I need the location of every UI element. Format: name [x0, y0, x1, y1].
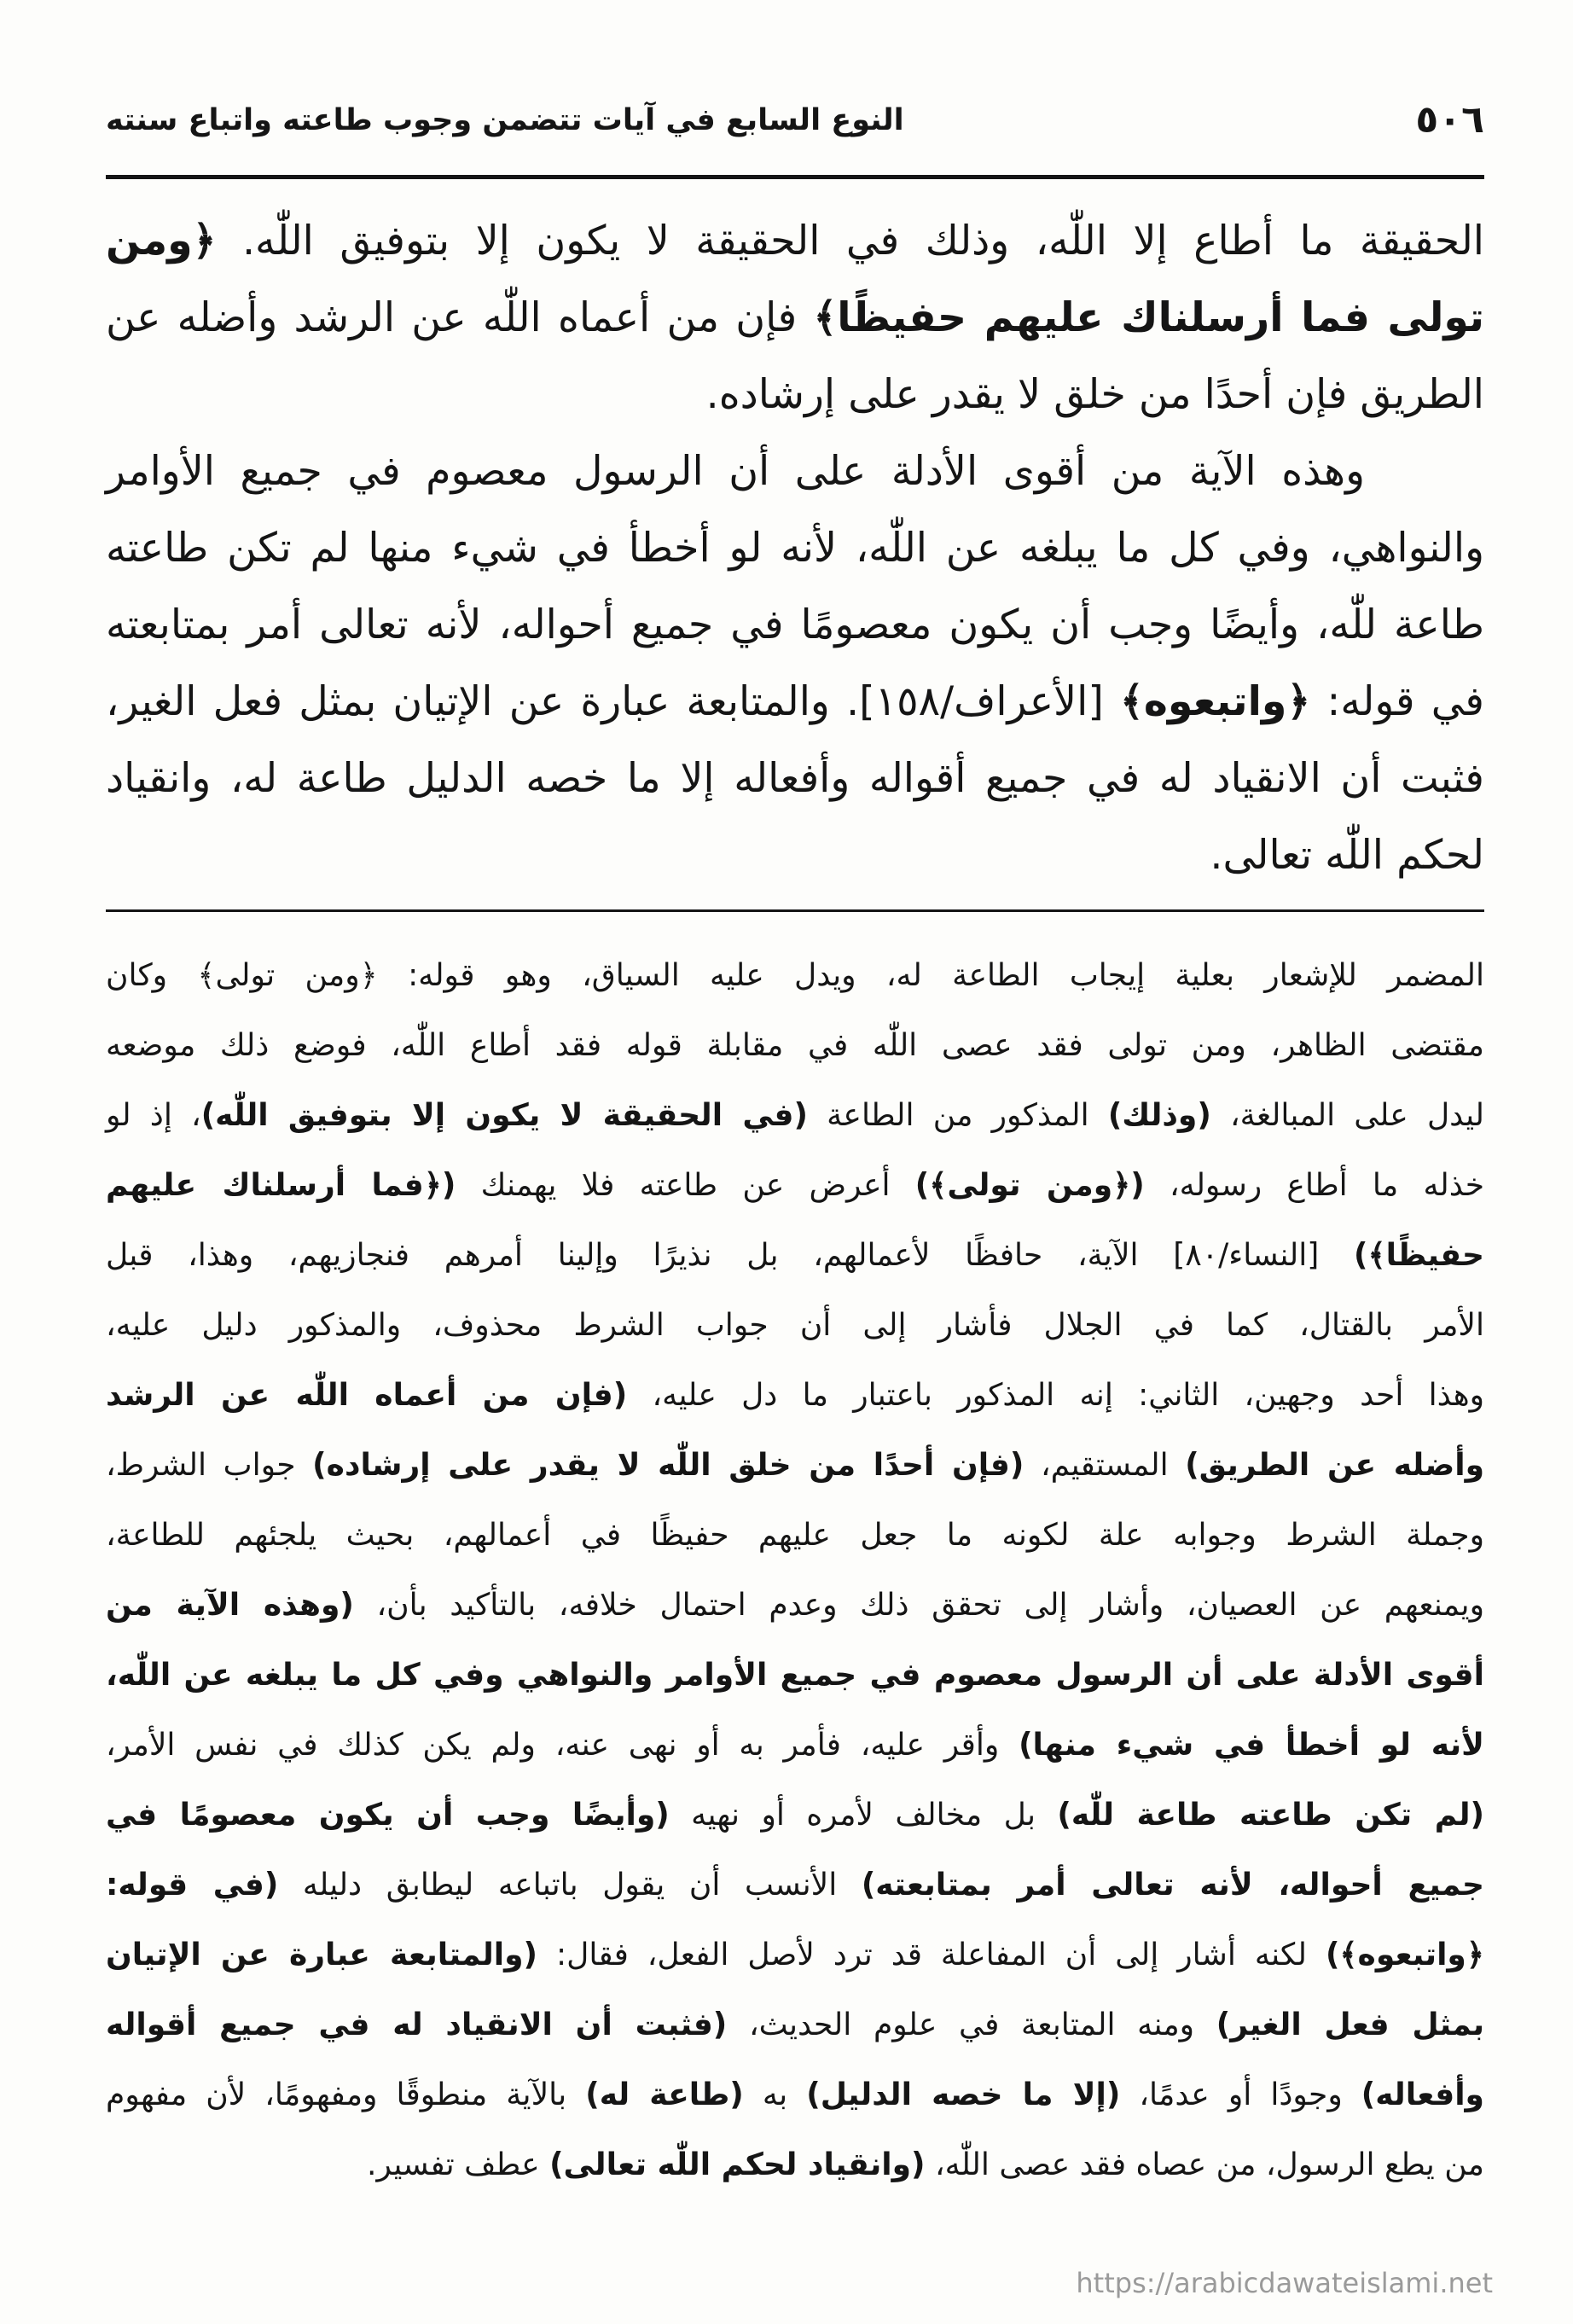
footnote-line: [106, 1430, 1484, 1500]
text-segment: وهذا أحد وجهين، الثاني: إنه المذكور باعتبار ما دل عليه،: [627, 1377, 1485, 1413]
footnote-line-text: [106, 957, 1484, 993]
main-text-line: [106, 741, 1484, 817]
main-text-line: [106, 433, 1484, 510]
emphasized-text: (في قوله:: [106, 1867, 279, 1903]
text-segment: أعرض عن طاعته فلا يهمنك: [456, 1167, 915, 1203]
text-segment: المضمر للإشعار بعلية إيجاب الطاعة له، ويدل عليه السياق، وهو قوله: ﴿ومن تولى﴾ وكان: [106, 957, 1484, 993]
main-text-line: [106, 510, 1484, 587]
text-segment: الأنسب أن يقول باتباعه ليطابق دليله: [278, 1867, 862, 1903]
emphasized-text: حفيظًا﴾): [1354, 1237, 1484, 1273]
text-segment: الأمر بالقتال، كما في الجلال فأشار إلى أن جواب الشرط محذوف، والمذكور دليل عليه،: [106, 1307, 1484, 1343]
text-segment: [الأعراف/١٥٨]. والمتابعة عبارة عن الإتيان بمثل فعل الغير،: [106, 678, 1121, 725]
emphasized-text: (إلا ما خصه الدليل): [806, 2077, 1121, 2112]
emphasized-text: جميع أحواله، لأنه تعالى أمر بمتابعته): [861, 1867, 1484, 1903]
footnote-line: [106, 1570, 1484, 1640]
text-segment: وجودًا أو عدمًا،: [1120, 2077, 1361, 2112]
text-segment: خذله ما أطاع رسوله،: [1144, 1167, 1484, 1203]
emphasized-text: (فإن من أعماه اللّٰه عن الرشد: [106, 1377, 628, 1413]
text-segment: المستقيم،: [1024, 1447, 1186, 1483]
footnote-line-text: [106, 1377, 1484, 1413]
footnote-line-text: [106, 1517, 1484, 1553]
text-segment: ليدل على المبالغة،: [1210, 1097, 1484, 1133]
text-segment: به: [743, 2077, 807, 2112]
main-text-line-text: [106, 601, 1484, 648]
emphasized-text: ﴿واتبعوه﴾): [1325, 1937, 1484, 1972]
footnote-line: [106, 1710, 1484, 1780]
main-text-line-text: [106, 218, 1484, 264]
footnote-line-text: [106, 1937, 1484, 1972]
footnote-line: [106, 2060, 1484, 2129]
main-text-line: [106, 280, 1484, 357]
footnote-line: [106, 1150, 1484, 1220]
emphasized-text: (وانقياد لحكم اللّٰه تعالى): [549, 2147, 926, 2182]
text-segment: الحقيقة ما أطاع إلا اللّٰه، وذلك في الحقيقة لا يكون إلا بتوفيق اللّٰه.: [216, 218, 1484, 264]
header-rule: [106, 175, 1484, 179]
emphasized-text: بمثل فعل الغير): [1216, 2007, 1484, 2042]
main-text-line: [106, 817, 1484, 894]
text-segment: جواب الشرط،: [106, 1447, 313, 1483]
page-number: ٥٠٦: [1415, 98, 1484, 142]
footnote-line: [106, 1500, 1484, 1570]
text-segment: لكنه أشار إلى أن المفاعلة قد ترد لأصل الفعل، فقال:: [537, 1937, 1326, 1972]
text-segment: ، إذ لو: [106, 1097, 201, 1133]
text-segment: مقتضى الظاهر، ومن تولى فقد عصى اللّٰه في مقابلة قوله فقد أطاع اللّٰه، فوضع ذلك موضعه: [106, 1027, 1484, 1063]
emphasized-text: (فإن أحدًا من خلق اللّٰه لا يقدر على إرشاده): [312, 1447, 1024, 1483]
text-segment: وجملة الشرط وجوابه علة لكونه ما جعل عليهم حفيظًا في أعمالهم، بحيث يلجئهم للطاعة،: [106, 1517, 1484, 1553]
footnote-line-text: [106, 2007, 1484, 2042]
emphasized-text: أقوى الأدلة على أن الرسول معصوم في جميع الأوامر والنواهي وفي كل ما يبلغه عن اللّٰه،: [106, 1657, 1484, 1693]
footnote-line-text: [106, 1587, 1484, 1623]
text-segment: وأقر عليه، فأمر به أو نهى عنه، ولم يكن كذلك في نفس الأمر،: [106, 1727, 1019, 1763]
main-text-paragraph: [106, 433, 1484, 894]
footnote-line: [106, 1080, 1484, 1150]
footnotes: [106, 940, 1484, 2199]
emphasized-text: لأنه لو أخطأ في شيء منها): [1019, 1727, 1484, 1763]
footnote-line-text: [106, 2077, 1484, 2112]
text-segment: ويمنعهم عن العصيان، وأشار إلى تحقق ذلك وعدم احتمال خلافه، بالتأكيد بأن،: [353, 1587, 1484, 1623]
footnote-line-text: [106, 1727, 1484, 1763]
emphasized-text: (في الحقيقة لا يكون إلا بتوفيق اللّٰه): [200, 1097, 808, 1133]
footnote-paragraph: [106, 940, 1484, 2199]
emphasized-text: (طاعة له): [585, 2077, 744, 2112]
text-segment: [النساء/٨٠] الآية، حافظًا لأعمالهم، بل نذيرًا وإلينا أمرهم فنجازيهم، وهذا، قبل: [106, 1237, 1355, 1273]
footnote-line: [106, 1010, 1484, 1080]
emphasized-text: (فثبت أن الانقياد له في جميع أقواله: [106, 2007, 728, 2042]
main-text-line-text: [1210, 832, 1484, 879]
footnote-line: [106, 1290, 1484, 1360]
emphasized-text: (﴿فما أرسلناك عليهم: [106, 1167, 456, 1203]
footnote-line-text: [367, 2147, 1484, 2182]
text-segment: الطريق فإن أحدًا من خلق لا يقدر على إرشاده.: [705, 371, 1484, 418]
page-header: [106, 85, 1484, 155]
main-text-line-text: [106, 525, 1484, 572]
main-text-line-text: [106, 448, 1365, 495]
main-text-line-text: [706, 371, 1484, 418]
emphasized-text: (وهذه الآية من: [106, 1587, 354, 1623]
text-segment: طاعة للّٰه، وأيضًا وجب أن يكون معصومًا في جميع أحواله، لأنه تعالى أمر بمتابعته: [106, 601, 1484, 648]
text-segment: والنواهي، وفي كل ما يبلغه عن اللّٰه، لأنه لو أخطأ في شيء منها لم تكن طاعته: [106, 525, 1484, 572]
running-title: النوع السابع في آيات تتضمن وجوب طاعته واتباع سنته: [106, 102, 904, 137]
text-segment: عطف تفسير.: [367, 2147, 550, 2182]
main-text-line: [106, 357, 1484, 433]
footnote-line-text: [106, 1657, 1484, 1693]
footnote-line: [106, 940, 1484, 1010]
main-text-line-text: [106, 678, 1484, 725]
source-watermark: https://arabicdawateislami.net: [1076, 2267, 1493, 2299]
footnote-line-text: [106, 1797, 1484, 1833]
emphasized-text: (﴿ومن تولى﴾): [914, 1167, 1145, 1203]
text-segment: المذكور من الطاعة: [807, 1097, 1108, 1133]
footnote-line-text: [106, 1097, 1484, 1133]
main-text-line-text: [106, 294, 1484, 341]
text-segment: بل مخالف لأمره أو نهيه: [669, 1797, 1058, 1833]
main-text-line-text: [106, 755, 1484, 802]
emphasized-text: ﴿ومن: [106, 218, 217, 264]
footnote-line: [106, 1850, 1484, 1920]
text-segment: وهذه الآية من أقوى الأدلة على أن الرسول معصوم في جميع الأوامر: [106, 448, 1365, 495]
footnote-line: [106, 1220, 1484, 1290]
text-segment: ومنه المتابعة في علوم الحديث،: [727, 2007, 1216, 2042]
text-segment: بالآية منطوقًا ومفهومًا، لأن مفهوم: [106, 2077, 586, 2112]
emphasized-text: (وذلك): [1107, 1097, 1211, 1133]
text-segment: في قوله:: [1310, 678, 1484, 725]
footnote-line: [106, 1990, 1484, 2060]
emphasized-text: وأفعاله): [1361, 2077, 1484, 2112]
emphasized-text: (والمتابعة عبارة عن الإتيان: [106, 1937, 538, 1972]
footnote-line: [106, 1920, 1484, 1990]
footnote-line: [106, 2129, 1484, 2199]
emphasized-text: وأضله عن الطريق): [1185, 1447, 1484, 1483]
text-segment: من يطع الرسول، من عصاه فقد عصى اللّٰه،: [925, 2147, 1484, 2182]
main-text-line: [106, 664, 1484, 741]
footnote-line-text: [106, 1867, 1484, 1903]
text-segment: فإن من أعماه اللّٰه عن الرشد وأضله عن: [106, 294, 814, 341]
text-segment: فثبت أن الانقياد له في جميع أقواله وأفعاله إلا ما خصه الدليل طاعة له، وانقياد: [106, 755, 1484, 802]
footnote-line-text: [106, 1447, 1484, 1483]
text-segment: لحكم اللّٰه تعالى.: [1210, 832, 1484, 879]
emphasized-text: (وأيضًا وجب أن يكون معصومًا في: [106, 1797, 670, 1833]
main-text-line: [106, 203, 1484, 280]
footnote-line-text: [106, 1027, 1484, 1063]
main-text-paragraph: [106, 203, 1484, 433]
footnote-line: [106, 1780, 1484, 1850]
emphasized-text: تولى فما أرسلناك عليهم حفيظًا﴾: [813, 294, 1484, 341]
footnote-separator-rule: [106, 909, 1484, 912]
emphasized-text: (لم تكن طاعته طاعة للّٰه): [1057, 1797, 1484, 1833]
main-text: [106, 203, 1484, 894]
emphasized-text: ﴿واتبعوه﴾: [1120, 678, 1311, 725]
footnote-line-text: [106, 1307, 1484, 1343]
footnote-line-text: [106, 1167, 1484, 1203]
footnote-line: [106, 1640, 1484, 1710]
footnote-line: [106, 1360, 1484, 1430]
main-text-line: [106, 587, 1484, 664]
footnote-line-text: [106, 1237, 1484, 1273]
